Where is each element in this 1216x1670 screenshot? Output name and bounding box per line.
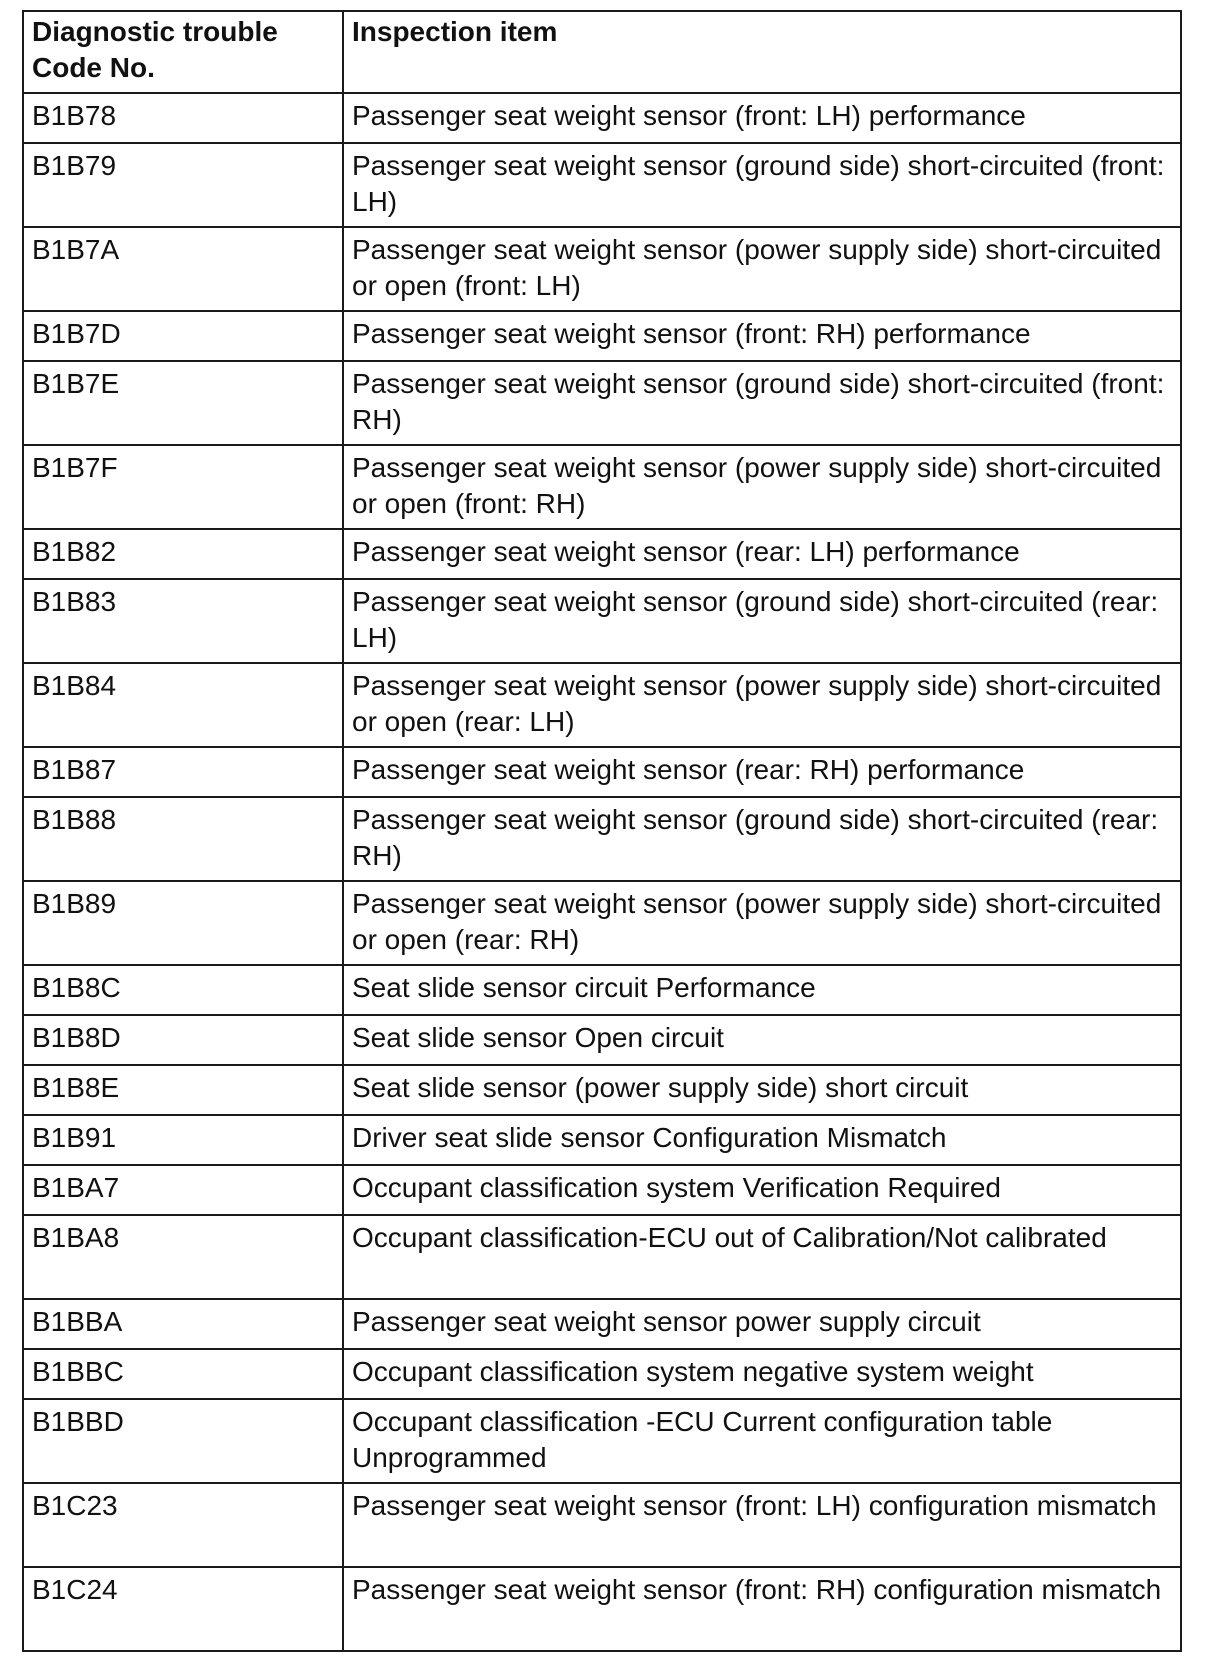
dtc-code-cell: B1B83: [23, 579, 343, 663]
inspection-item-cell: Occupant classification system negative system weight: [343, 1349, 1181, 1399]
inspection-item-cell: Passenger seat weight sensor (front: LH) performance: [343, 93, 1181, 143]
inspection-item-cell: Seat slide sensor Open circuit: [343, 1015, 1181, 1065]
inspection-item-cell: Passenger seat weight sensor (ground side) short-circuited (rear: LH): [343, 579, 1181, 663]
inspection-item-cell: Passenger seat weight sensor (ground side) short-circuited (front: RH): [343, 361, 1181, 445]
table-row: [23, 445, 1181, 529]
dtc-code-cell: B1B78: [23, 93, 343, 143]
table-row: [23, 1015, 1181, 1065]
table-row: [23, 1299, 1181, 1349]
inspection-item-cell: Passenger seat weight sensor (ground side) short-circuited (front: LH): [343, 143, 1181, 227]
inspection-item-cell: Passenger seat weight sensor (front: RH) configuration mismatch: [343, 1567, 1181, 1651]
inspection-item-cell: Occupant classification-ECU out of Calibration/Not calibrated: [343, 1215, 1181, 1299]
inspection-item-cell: Occupant classification system Verification Required: [343, 1165, 1181, 1215]
header-row: [23, 11, 1181, 93]
table-row: [23, 747, 1181, 797]
table-row: [23, 1349, 1181, 1399]
table-row: [23, 1065, 1181, 1115]
dtc-code-cell: B1BA8: [23, 1215, 343, 1299]
dtc-code-cell: B1BBA: [23, 1299, 343, 1349]
dtc-code-cell: B1BA7: [23, 1165, 343, 1215]
dtc-code-cell: B1B82: [23, 529, 343, 579]
table-row: [23, 311, 1181, 361]
table-row: [23, 797, 1181, 881]
dtc-code-cell: B1B8E: [23, 1065, 343, 1115]
dtc-code-cell: B1B91: [23, 1115, 343, 1165]
table-row: [23, 1215, 1181, 1299]
table-row: [23, 93, 1181, 143]
dtc-code-cell: B1B88: [23, 797, 343, 881]
inspection-item-cell: Passenger seat weight sensor (power supply side) short-circuited or open (rear: LH): [343, 663, 1181, 747]
dtc-code-cell: B1B89: [23, 881, 343, 965]
inspection-item-cell: Passenger seat weight sensor (rear: RH) performance: [343, 747, 1181, 797]
dtc-code-cell: B1B7A: [23, 227, 343, 311]
dtc-code-cell: B1B7E: [23, 361, 343, 445]
table-row: [23, 529, 1181, 579]
dtc-code-cell: B1B84: [23, 663, 343, 747]
dtc-table: [22, 10, 1182, 1652]
dtc-code-cell: B1B87: [23, 747, 343, 797]
dtc-code-cell: B1B79: [23, 143, 343, 227]
dtc-code-cell: B1B7D: [23, 311, 343, 361]
inspection-item-cell: Passenger seat weight sensor (power supply side) short-circuited or open (front: RH): [343, 445, 1181, 529]
table-row: [23, 1483, 1181, 1567]
dtc-code-cell: B1C23: [23, 1483, 343, 1567]
table-row: [23, 143, 1181, 227]
table-row: [23, 1399, 1181, 1483]
inspection-item-cell: Occupant classification -ECU Current configuration table Unprogrammed: [343, 1399, 1181, 1483]
inspection-item-cell: Passenger seat weight sensor (rear: LH) performance: [343, 529, 1181, 579]
code-column-header: Diagnostic trouble Code No.: [23, 11, 343, 93]
dtc-code-cell: B1B8C: [23, 965, 343, 1015]
dtc-code-cell: B1BBC: [23, 1349, 343, 1399]
table-row: [23, 227, 1181, 311]
inspection-item-cell: Passenger seat weight sensor (power supply side) short-circuited or open (front: LH): [343, 227, 1181, 311]
item-column-header: Inspection item: [343, 11, 1181, 93]
inspection-item-cell: Passenger seat weight sensor power supply circuit: [343, 1299, 1181, 1349]
dtc-code-cell: B1BBD: [23, 1399, 343, 1483]
inspection-item-cell: Driver seat slide sensor Configuration Mismatch: [343, 1115, 1181, 1165]
table-row: [23, 663, 1181, 747]
table-row: [23, 579, 1181, 663]
table-row: [23, 965, 1181, 1015]
inspection-item-cell: Passenger seat weight sensor (power supply side) short-circuited or open (rear: RH): [343, 881, 1181, 965]
table-row: [23, 361, 1181, 445]
table-row: [23, 1115, 1181, 1165]
dtc-code-cell: B1B8D: [23, 1015, 343, 1065]
inspection-item-cell: Seat slide sensor circuit Performance: [343, 965, 1181, 1015]
inspection-item-cell: Seat slide sensor (power supply side) short circuit: [343, 1065, 1181, 1115]
dtc-code-cell: B1C24: [23, 1567, 343, 1651]
inspection-item-cell: Passenger seat weight sensor (ground side) short-circuited (rear: RH): [343, 797, 1181, 881]
inspection-item-cell: Passenger seat weight sensor (front: RH) performance: [343, 311, 1181, 361]
table-row: [23, 1165, 1181, 1215]
table-row: [23, 1567, 1181, 1651]
inspection-item-cell: Passenger seat weight sensor (front: LH) configuration mismatch: [343, 1483, 1181, 1567]
dtc-code-cell: B1B7F: [23, 445, 343, 529]
table-row: [23, 881, 1181, 965]
